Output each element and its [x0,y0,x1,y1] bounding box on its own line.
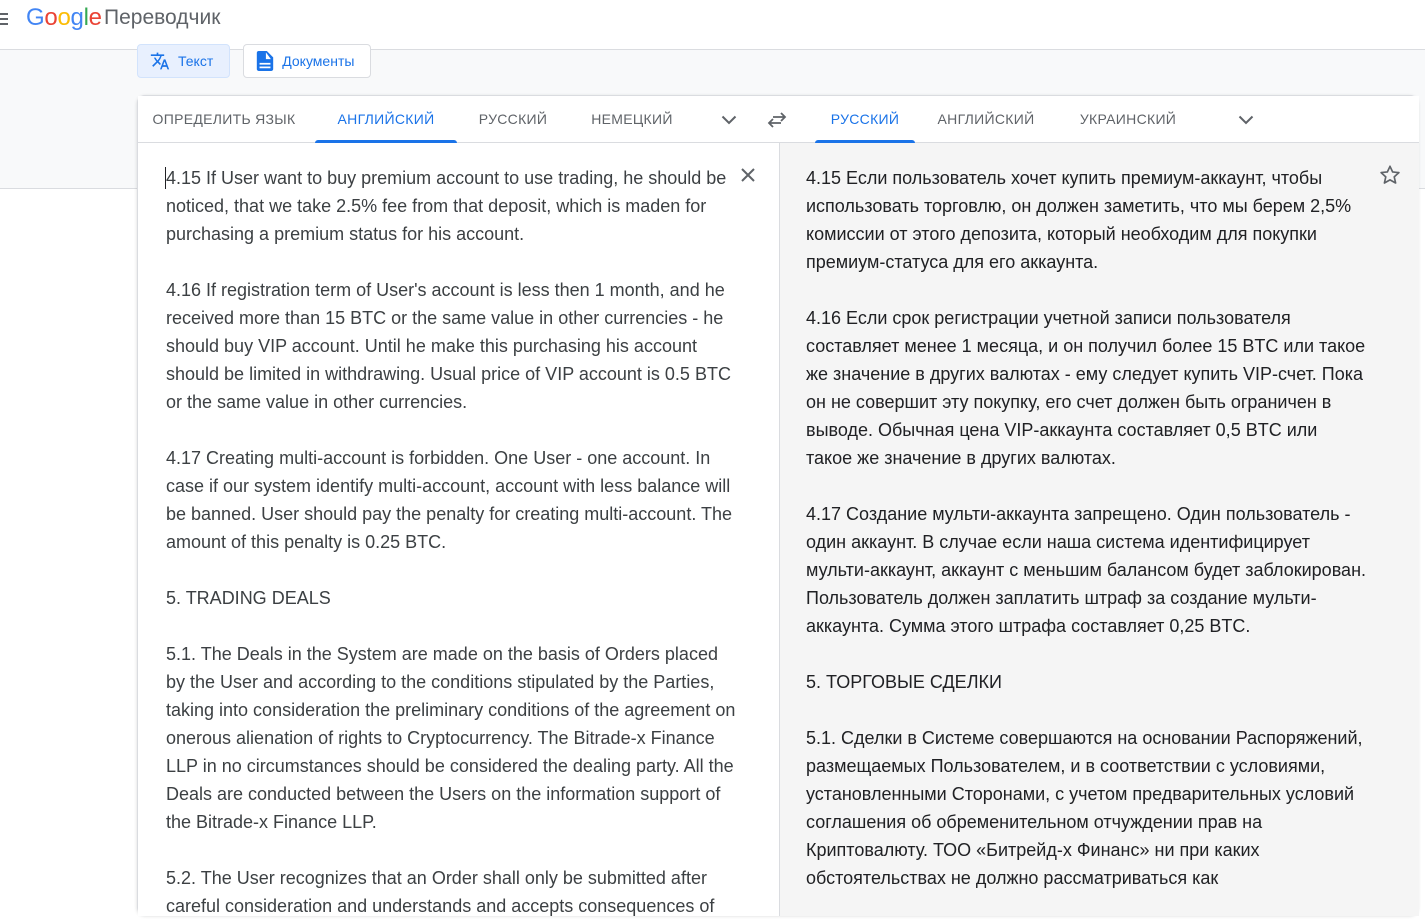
document-icon [256,51,274,71]
app-name[interactable]: Переводчик [104,6,221,29]
translation-pane [779,143,1419,916]
google-logo[interactable]: Google [26,4,102,31]
documents-mode-label: Документы [282,53,355,69]
documents-mode-button[interactable] [243,44,371,78]
target-lang-ukrainian[interactable]: УКРАИНСКИЙ [1079,111,1177,127]
language-bar [138,96,1419,143]
translation-text: 4.15 Если пользователь хочет купить премиум-аккаунт, чтобы использовать торговлю, он должен заметить, что мы берем 2,5% комиссии от этого депозита, который необходим для покупки премиум-статуса для его аккаунта. 4.16 Если срок регистрации учетной записи пользователя составляет менее 1 месяца, и он получил более 15 BTC или такое же значение в других валютах - ему следует купить VIP-счет. Пока он не совершит эту покупку, его счет должен быть ограничен в выводе. Обычная цена VIP-аккаунта составляет 0,5 BTC или такое же значение в других валютах. 4.17 Создание мульти-аккаунта запрещено. Один пользователь - один аккаунт. В случае если наша система идентифицирует мульти-аккаунт, аккаунт с меньшим балансом будет заблокирован. Пользователь должен заплатить штраф за создание мульти-аккаунта. Сумма этого штрафа составляет 0,25 BTC. 5. ТОРГОВЫЕ СДЕЛКИ 5.1. Сделки в Системе совершаются на основании Распоряжений, размещаемых Пользователем, и в соответствии с условиями, установленными Сторонами, с учетом предварительных условий соглашения об обременительном отчуждении прав на Криптовалюту. ТОО «Битрейд-х Финанс» ни при каких обстоятельствах не должно рассматриваться как [806,168,1367,888]
top-bar [0,0,1425,50]
source-lang-german[interactable]: НЕМЕЦКИЙ [591,111,673,127]
translate-icon [150,51,170,71]
source-lang-english[interactable]: АНГЛИЙСКИЙ [315,96,457,143]
more-source-languages-chevron-down-icon[interactable] [717,108,741,132]
translation-card [137,95,1418,915]
source-lang-russian[interactable]: РУССКИЙ [478,111,548,127]
swap-arrows-icon[interactable] [765,108,789,132]
mode-selector [137,44,371,78]
source-lang-detect[interactable]: ОПРЕДЕЛИТЬ ЯЗЫК [152,111,296,127]
text-mode-label: Текст [178,53,214,69]
close-icon[interactable] [736,163,760,187]
source-text-pane[interactable] [138,143,779,916]
target-lang-english[interactable]: АНГЛИЙСКИЙ [937,111,1035,127]
star-icon[interactable] [1378,163,1402,187]
text-mode-button[interactable] [137,44,230,78]
more-target-languages-chevron-down-icon[interactable] [1234,108,1258,132]
hamburger-menu-icon[interactable] [0,10,10,28]
target-lang-russian[interactable]: РУССКИЙ [815,96,915,143]
source-textarea[interactable]: 4.15 If User want to buy premium account to use trading, he should be noticed, that we take 2.5% fee from that deposit, which is maden for purchasing a premium status for his account. 4.16 If registration term of User's account is less then 1 month, and he received more than 15 BTC or the same value in other currencies - he should buy VIP account. Until he make this purchasing his account should be limited in withdrawing. Usual price of VIP account is 0.5 BTC or the same value in other currencies. 4.17 Creating multi-account is forbidden. One User - one account. In case if our system identify multi-account, account with less balance will be banned. User should pay the penalty for creating multi-account. The amount of this penalty is 0.25 BTC. 5. TRADING DEALS 5.1. The Deals in the System are made on the basis of Orders placed by the User and according to the conditions stipulated by the Parties, taking into consideration the preliminary conditions of the agreement on onerous alienation of rights to Cryptocurrency. The Bitrade-x Finance LLP in no circumstances should be considered the dealing party. All the Deals are conducted between the Users on the information support of the Bitrade-x Finance LLP. 5.2. The User recognizes that an Order shall only be submitted after careful consideration and understands and accepts consequences of [166,168,736,916]
